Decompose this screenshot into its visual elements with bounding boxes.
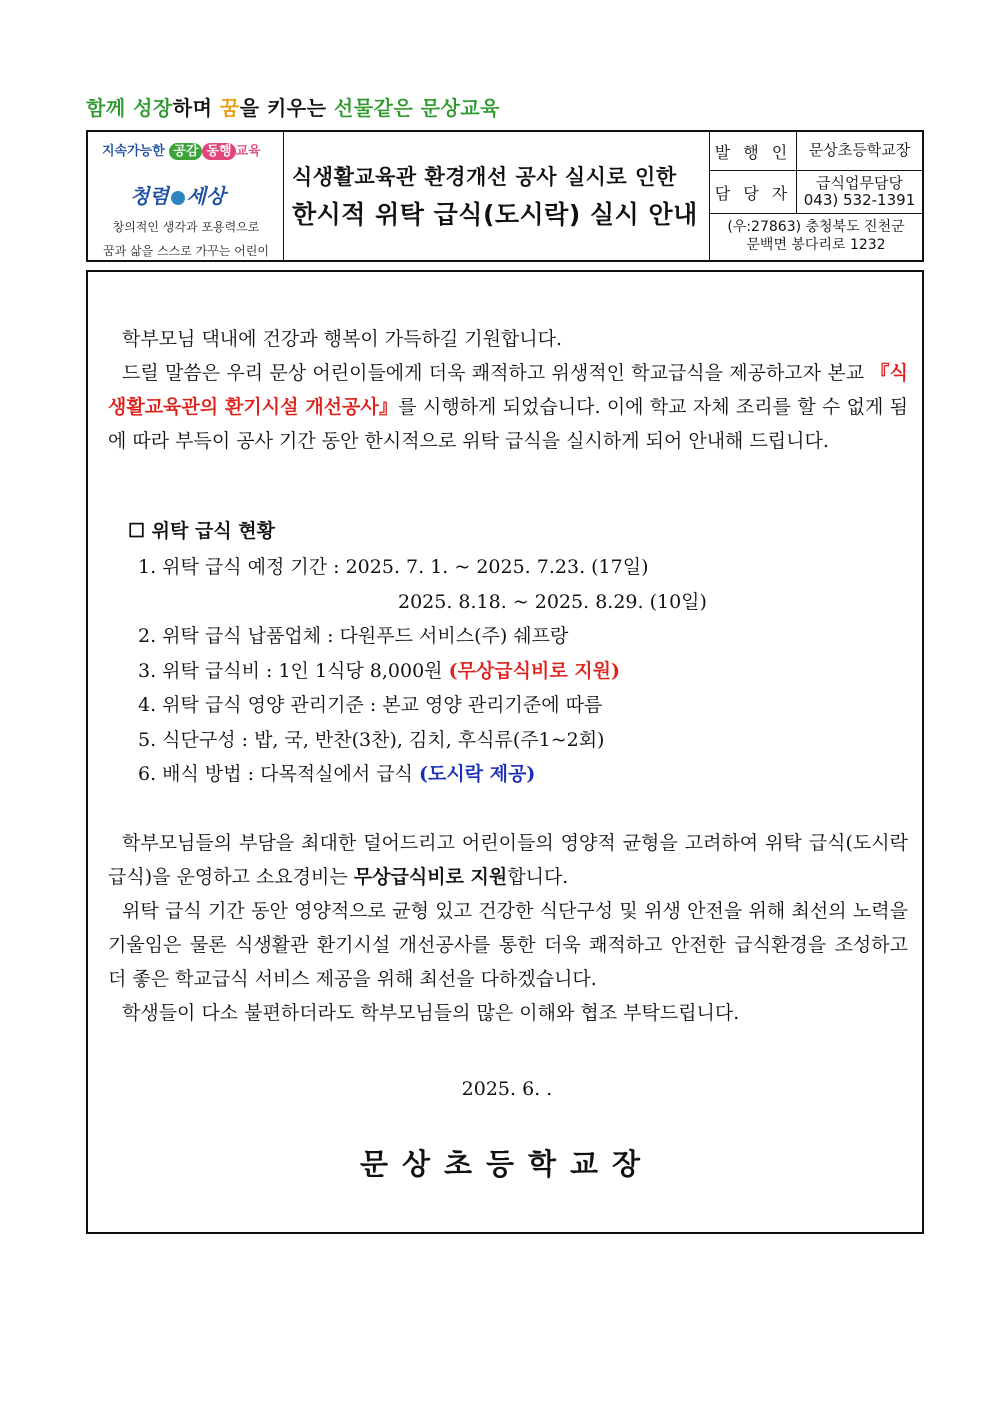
issuer-value: 문상초등학교장 <box>808 141 911 160</box>
section-title: ☐ 위탁 급식 현황 <box>128 520 276 542</box>
list-item-serving: 6. 배식 방법 : 다목적실에서 급식 (도시락 제공) <box>138 763 536 785</box>
list-item-period-2: 2025. 8.18. ~ 2025. 8.29. (10일) <box>398 590 707 613</box>
signature: 문상초등학교장 <box>359 1147 655 1181</box>
closing-paragraph-2: 위탁 급식 기간 동안 영양적으로 균형 있고 건강한 식단구성 및 위생 안전을 위해 최선의 노력을 기울임은 물론 식생활관 환기시설 개선공사를 통한 더욱 쾌적하고 안전한 급식환경을 조성하고 더 좋은 학교급식 서비스 제공을 위해 최선을 다하겠습니다. <box>108 900 908 990</box>
issuer-info <box>710 132 922 260</box>
title-line-1: 식생활교육관 환경개선 공사 실시로 인한 <box>292 165 677 189</box>
greeting: 학부모님 댁내에 건강과 행복이 가득하길 기원합니다. <box>122 328 563 350</box>
contact-value: 급식업무담당 043) 532-1391 <box>803 173 916 209</box>
school-address: (우:27863) 충청북도 진천군 문백면 봉다리로 1232 <box>727 219 905 254</box>
letter-title <box>284 132 710 260</box>
intro-text <box>108 322 908 458</box>
intro-paragraph: 드릴 말씀은 우리 문상 어린이들에게 더욱 쾌적하고 위생적인 학교급식을 제공하고자 본교 『식생활교육관의 환기시설 개선공사』를 시행하게 되었습니다. 이에 학교 자체 조리를 할 수 없게 됨에 따라 부득이 공사 기간 동안 한시적으로 위탁 급식을 실시하게 되어 안내해 드립니다. <box>108 362 908 452</box>
letter-body <box>86 270 924 1234</box>
school-logo <box>88 132 284 260</box>
list-item-cost: 3. 위탁 급식비 : 1인 1식당 8,000원 (무상급식비로 지원) <box>138 659 620 682</box>
motto-line-2: 꿈과 삶을 스스로 가꾸는 어린이 <box>103 244 269 258</box>
education-logo: 지속가능한 공감 동행 교육 <box>102 144 261 159</box>
contact-label: 담 당 자 <box>710 171 797 213</box>
closing-paragraph-3: 학생들이 다소 불편하더라도 학부모님들의 많은 이해와 협조 부탁드립니다. <box>122 1002 740 1024</box>
issuer-label: 발 행 인 <box>710 132 797 170</box>
title-line-2: 한시적 위탁 급식(도시락) 실시 안내 <box>292 200 698 229</box>
letter-header <box>86 130 924 262</box>
details-list <box>138 550 707 792</box>
integrity-logo: 청렴 세상 <box>130 184 226 208</box>
letter-date: 2025. 6. . <box>461 1078 553 1100</box>
motto-line-1: 창의적인 생각과 포용력으로 <box>112 220 260 234</box>
list-item-period: 1. 위탁 급식 예정 기간 : 2025. 7. 1. ~ 2025. 7.23. (17일) <box>138 556 649 578</box>
closing-paragraph-1: 학부모님들의 부담을 최대한 덜어드리고 어린이들의 영양적 균형을 고려하여 위탁 급식(도시락 급식)을 운영하고 소요경비는 무상급식비로 지원합니다. <box>108 832 908 888</box>
list-item-menu: 5. 식단구성 : 밥, 국, 반찬(3찬), 김치, 후식류(주1~2회) <box>138 728 605 751</box>
school-slogan: 함께 성장하며 꿈을 키우는 선물같은 문상교육 <box>86 96 500 120</box>
globe-icon <box>171 191 185 205</box>
closing-text <box>108 826 908 1030</box>
list-item-vendor: 2. 위탁 급식 납품업체 : 다원푸드 서비스(주) 쉐프랑 <box>138 625 569 647</box>
list-item-nutrition: 4. 위탁 급식 영양 관리기준 : 본교 영양 관리기준에 따름 <box>138 694 603 716</box>
